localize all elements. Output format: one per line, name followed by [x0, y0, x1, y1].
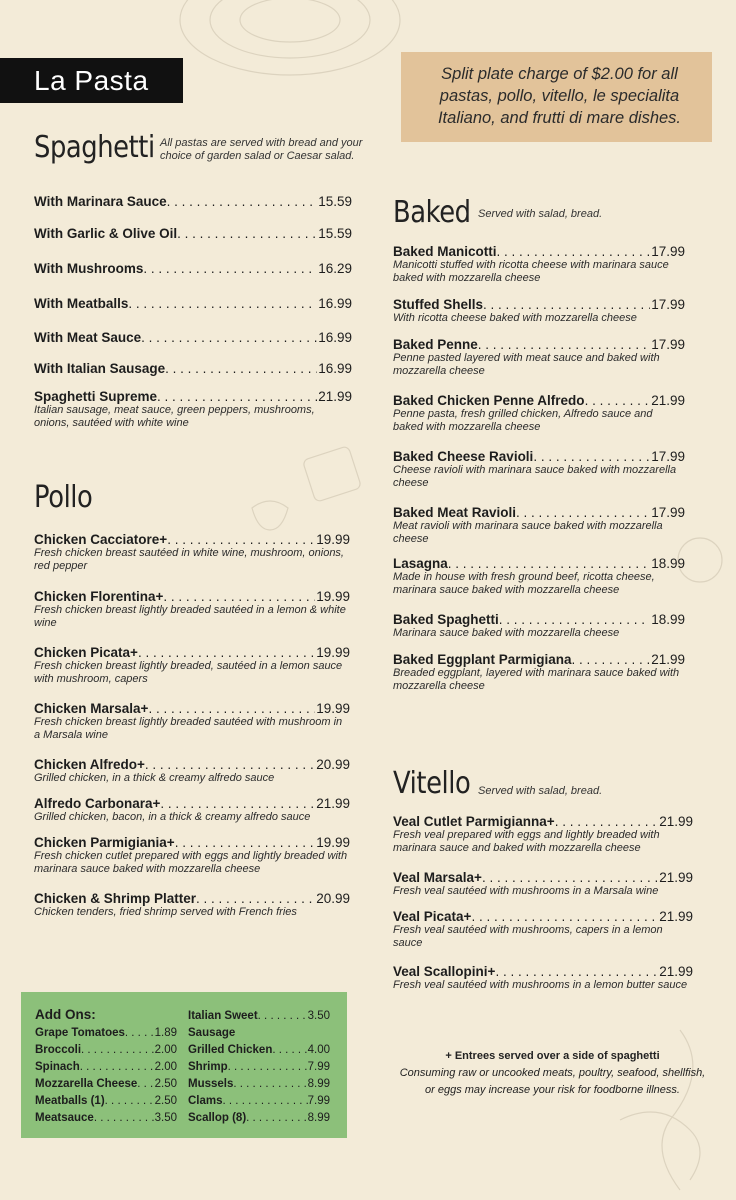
- add-on-price: 3.50: [307, 1010, 330, 1022]
- add-on-item: [35, 1093, 177, 1110]
- menu-item-name: Chicken Picata+: [34, 645, 138, 660]
- add-on-price: 3.50: [154, 1112, 177, 1124]
- dot-leader: [495, 964, 658, 979]
- menu-item-description: Made in house with fresh ground beef, ricotta cheese, marinara sauce baked with mozzarella cheese: [393, 571, 655, 596]
- add-on-name: Spinach: [35, 1061, 80, 1073]
- add-on-name: Broccoli: [35, 1044, 82, 1056]
- menu-item-name: Stuffed Shells: [393, 297, 484, 312]
- add-ons-right-column: [188, 1008, 330, 1127]
- dot-leader: [163, 589, 315, 604]
- add-on-name: Shrimp: [188, 1061, 228, 1073]
- add-on-price: 2.00: [154, 1061, 177, 1073]
- add-on-item: [188, 1076, 330, 1093]
- menu-item: [393, 964, 693, 992]
- menu-item-name: Baked Cheese Ravioli: [393, 449, 534, 464]
- menu-item-price: 21.99: [659, 870, 693, 885]
- dot-leader: [148, 701, 315, 716]
- menu-item-price: 21.99: [651, 652, 685, 667]
- dot-leader: [125, 1025, 155, 1042]
- menu-item-price: 16.99: [318, 296, 352, 311]
- menu-item-name: Chicken & Shrimp Platter: [34, 891, 197, 906]
- menu-item: [34, 361, 352, 376]
- menu-item-name: With Italian Sausage: [34, 361, 166, 376]
- add-on-item: [35, 1059, 177, 1076]
- menu-item-description: Italian sausage, meat sauce, green peppers, mushrooms, onions, sautéed with white wine: [34, 404, 315, 429]
- add-on-item: [188, 1110, 330, 1127]
- menu-item-price: 19.99: [316, 532, 350, 547]
- menu-item-name: With Mushrooms: [34, 261, 144, 276]
- add-on-item: [35, 1042, 177, 1059]
- menu-item-price: 17.99: [651, 337, 685, 352]
- page-title: La Pasta: [0, 58, 183, 103]
- menu-item: [34, 261, 352, 276]
- menu-item-description: With ricotta cheese baked with mozzarella cheese: [393, 312, 637, 324]
- dot-leader: [533, 449, 650, 464]
- menu-item-description: Grilled chicken, in a thick & creamy alfredo sauce: [34, 772, 275, 784]
- menu-item-name: Baked Chicken Penne Alfredo: [393, 393, 585, 408]
- dot-leader: [128, 296, 317, 311]
- menu-item-description: Manicotti stuffed with ricotta cheese with marinara sauce baked with mozzarella cheese: [393, 259, 669, 284]
- add-on-name: Grape Tomatoes: [35, 1027, 125, 1039]
- spaghetti-heading: Spaghetti: [34, 130, 155, 165]
- menu-item-line: [34, 757, 350, 772]
- add-on-name: Meatsauce: [35, 1112, 94, 1124]
- menu-item: [34, 330, 352, 345]
- menu-item: [393, 393, 685, 434]
- menu-item-price: 20.99: [316, 891, 350, 906]
- add-on-name: Grilled Chicken: [188, 1044, 273, 1056]
- menu-item-name: Veal Marsala+: [393, 870, 482, 885]
- dot-leader: [167, 194, 318, 209]
- menu-item-name: Veal Cutlet Parmigianna+: [393, 814, 555, 829]
- menu-item-description: Fresh veal prepared with eggs and lightly breaded with marinara sauce and baked with mozzarella cheese: [393, 829, 660, 854]
- menu-item: [393, 337, 685, 378]
- add-on-price: 7.99: [307, 1061, 330, 1073]
- menu-item-name: Chicken Marsala+: [34, 701, 149, 716]
- add-on-price: 8.99: [307, 1112, 330, 1124]
- menu-item-price: 21.99: [651, 393, 685, 408]
- pollo-heading: Pollo: [34, 480, 93, 515]
- consumer-advisory: Consuming raw or uncooked meats, poultry, seafood, shellfish, or eggs may increase your risk for foodborne illness.: [399, 1067, 706, 1096]
- menu-item-description: Marinara sauce baked with mozzarella cheese: [393, 627, 620, 639]
- add-ons-heading: Add Ons:: [35, 1007, 96, 1022]
- menu-item-price: 19.99: [316, 701, 350, 716]
- add-on-price: 2.00: [154, 1044, 177, 1056]
- menu-item: [393, 814, 693, 855]
- menu-item-line: [34, 532, 350, 547]
- baked-note: Served with salad, bread.: [478, 208, 603, 220]
- menu-item-description: Fresh veal sautéed with mushrooms in a Marsala wine: [393, 885, 659, 897]
- baked-heading: Baked: [393, 195, 471, 230]
- dot-leader: [160, 796, 315, 811]
- menu-item-description: Fresh chicken breast lightly breaded, sautéed in a lemon sauce with mushroom, capers: [34, 660, 343, 685]
- split-plate-note: Split plate charge of $2.00 for all pastas, pollo, vitello, le specialita Italiano, and frutti di mare dishes.: [401, 52, 712, 142]
- menu-item-line: [34, 261, 352, 276]
- menu-item-name: Baked Penne: [393, 337, 478, 352]
- menu-item-description: Penne pasta, fresh grilled chicken, Alfredo sauce and baked with mozzarella cheese: [393, 408, 653, 433]
- dot-leader: [448, 556, 650, 571]
- menu-item-line: [393, 612, 685, 627]
- add-on-item: [188, 1042, 330, 1059]
- menu-item-price: 21.99: [318, 389, 352, 404]
- menu-item: [34, 701, 350, 742]
- menu-item-line: [34, 891, 350, 906]
- menu-item-name: Chicken Parmigiania+: [34, 835, 175, 850]
- menu-item-price: 17.99: [651, 449, 685, 464]
- menu-item: [393, 244, 685, 285]
- menu-item-price: 18.99: [651, 556, 685, 571]
- add-on-item: [188, 1008, 330, 1025]
- menu-item-price: 17.99: [651, 505, 685, 520]
- menu-item-price: 21.99: [316, 796, 350, 811]
- add-on-name: Scallop (8): [188, 1112, 247, 1124]
- dot-leader: [572, 652, 651, 667]
- menu-item-price: 16.29: [318, 261, 352, 276]
- dot-leader: [141, 330, 317, 345]
- menu-item-name: Baked Meat Ravioli: [393, 505, 517, 520]
- dot-leader: [105, 1093, 155, 1110]
- dot-leader: [177, 226, 317, 241]
- dot-leader: [555, 814, 659, 829]
- add-on-name: Mussels: [188, 1078, 234, 1090]
- dot-leader: [137, 1076, 154, 1093]
- menu-item-name: Baked Eggplant Parmigiana: [393, 652, 572, 667]
- add-on-item: [188, 1059, 330, 1076]
- menu-item-description: Fresh veal sautéed with mushrooms in a lemon butter sauce: [393, 979, 688, 991]
- add-on-name: Sausage: [188, 1027, 236, 1039]
- menu-item: [393, 870, 693, 898]
- menu-item-price: 21.99: [659, 964, 693, 979]
- add-on-price: 8.99: [307, 1078, 330, 1090]
- menu-item-description: Grilled chicken, bacon, in a thick & creamy alfredo sauce: [34, 811, 311, 823]
- menu-item: [393, 449, 685, 490]
- menu-item-line: [393, 909, 693, 924]
- menu-item-description: Cheese ravioli with marinara sauce baked with mozzarella cheese: [393, 464, 677, 489]
- add-on-item: [188, 1093, 330, 1110]
- menu-item-line: [34, 589, 350, 604]
- menu-item: [34, 194, 352, 209]
- add-on-name: Clams: [188, 1095, 223, 1107]
- menu-item-line: [34, 389, 352, 404]
- menu-item-name: With Garlic & Olive Oil: [34, 226, 178, 241]
- menu-item: [34, 389, 352, 430]
- add-ons-left-column: [35, 1025, 177, 1127]
- menu-item-name: Alfredo Carbonara+: [34, 796, 161, 811]
- dot-leader: [165, 361, 317, 376]
- menu-item-name: With Meatballs: [34, 296, 129, 311]
- dot-leader: [585, 393, 651, 408]
- menu-item: [34, 532, 350, 573]
- menu-item-line: [393, 449, 685, 464]
- dot-leader: [233, 1076, 307, 1093]
- menu-item-description: Fresh chicken cutlet prepared with eggs and lightly breaded with marinara sauce baked with mozzarella cheese: [34, 850, 348, 875]
- menu-item-description: Penne pasted layered with meat sauce and baked with mozzarella cheese: [393, 352, 660, 377]
- menu-item-line: [393, 814, 693, 829]
- dot-leader: [138, 645, 315, 660]
- menu-item-description: Fresh chicken breast lightly breaded sautéed with mushroom in a Marsala wine: [34, 716, 343, 741]
- menu-item-price: 19.99: [316, 589, 350, 604]
- vitello-heading: Vitello: [393, 766, 471, 801]
- menu-item: [34, 796, 350, 824]
- menu-item-price: 15.59: [318, 226, 352, 241]
- menu-item: [393, 505, 685, 546]
- add-on-name: Italian Sweet: [188, 1010, 258, 1022]
- dot-leader: [516, 505, 650, 520]
- menu-item-description: Meat ravioli with marinara sauce baked with mozzarella cheese: [393, 520, 663, 545]
- add-on-item: [188, 1025, 330, 1042]
- dot-leader: [482, 870, 658, 885]
- dot-leader: [81, 1042, 155, 1059]
- menu-item-price: 19.99: [316, 835, 350, 850]
- add-on-name: Meatballs (1): [35, 1095, 105, 1107]
- menu-item-line: [34, 701, 350, 716]
- dot-leader: [246, 1110, 307, 1127]
- menu-item-name: Veal Picata+: [393, 909, 472, 924]
- spaghetti-side-note: + Entrees served over a side of spaghetti: [445, 1050, 660, 1062]
- dot-leader: [94, 1110, 155, 1127]
- menu-item-price: 20.99: [316, 757, 350, 772]
- menu-item-line: [393, 505, 685, 520]
- menu-item: [34, 226, 352, 241]
- menu-item: [34, 835, 350, 876]
- menu-item-description: Fresh chicken breast lightly breaded sautéed in a lemon & white wine: [34, 604, 346, 629]
- menu-item-price: 17.99: [651, 297, 685, 312]
- menu-item-name: With Meat Sauce: [34, 330, 142, 345]
- dot-leader: [196, 891, 315, 906]
- menu-item-price: 16.99: [318, 330, 352, 345]
- menu-item: [393, 556, 685, 597]
- menu-item-name: Lasagna: [393, 556, 448, 571]
- menu-item: [393, 297, 685, 325]
- add-on-item: [35, 1110, 177, 1127]
- menu-item-line: [393, 244, 685, 259]
- menu-item-line: [34, 226, 352, 241]
- menu-item-name: Veal Scallopini+: [393, 964, 496, 979]
- menu-item-line: [34, 194, 352, 209]
- dot-leader: [143, 261, 317, 276]
- menu-item-name: Chicken Florentina+: [34, 589, 164, 604]
- menu-item: [34, 757, 350, 785]
- dot-leader: [471, 909, 658, 924]
- menu-item: [34, 296, 352, 311]
- dot-leader: [228, 1059, 308, 1076]
- menu-item-price: 15.59: [318, 194, 352, 209]
- dot-leader: [478, 337, 650, 352]
- menu-item-line: [34, 796, 350, 811]
- dot-leader: [258, 1008, 308, 1025]
- menu-item-line: [393, 556, 685, 571]
- menu-item-price: 21.99: [659, 814, 693, 829]
- footer-notes: [395, 1048, 710, 1099]
- menu-item-price: 18.99: [651, 612, 685, 627]
- menu-item-description: Fresh veal sautéed with mushrooms, capers in a lemon sauce: [393, 924, 663, 949]
- menu-item-line: [393, 337, 685, 352]
- add-on-item: [35, 1025, 177, 1042]
- menu-item-line: [393, 297, 685, 312]
- add-on-price: 1.89: [154, 1027, 177, 1039]
- menu-item-name: With Marinara Sauce: [34, 194, 167, 209]
- menu-item: [34, 589, 350, 630]
- dot-leader: [157, 389, 317, 404]
- menu-item-line: [34, 330, 352, 345]
- menu-item: [393, 909, 693, 950]
- menu-item-price: 16.99: [318, 361, 352, 376]
- menu-item-price: 21.99: [659, 909, 693, 924]
- menu-item: [393, 612, 685, 640]
- menu-item-price: 17.99: [651, 244, 685, 259]
- dot-leader: [497, 244, 651, 259]
- menu-item-name: Baked Manicotti: [393, 244, 497, 259]
- dot-leader: [483, 297, 650, 312]
- menu-item-description: Fresh chicken breast sautéed in white wine, mushroom, onions, red pepper: [34, 547, 344, 572]
- menu-item-name: Chicken Alfredo+: [34, 757, 145, 772]
- spaghetti-note: All pastas are served with bread and your choice of garden salad or Caesar salad.: [160, 137, 363, 162]
- dot-leader: [175, 835, 316, 850]
- menu-item-line: [393, 393, 685, 408]
- dot-leader: [167, 532, 315, 547]
- add-on-price: 2.50: [154, 1078, 177, 1090]
- menu-item-line: [34, 835, 350, 850]
- menu-item-name: Spaghetti Supreme: [34, 389, 158, 404]
- dot-leader: [145, 757, 315, 772]
- menu-item: [34, 891, 350, 919]
- add-on-price: 4.00: [307, 1044, 330, 1056]
- menu-item-name: Baked Spaghetti: [393, 612, 499, 627]
- menu-item-description: Chicken tenders, fried shrimp served with French fries: [34, 906, 297, 918]
- add-on-name: Mozzarella Cheese: [35, 1078, 138, 1090]
- menu-item: [393, 652, 685, 693]
- dot-leader: [499, 612, 650, 627]
- menu-item-line: [34, 361, 352, 376]
- dot-leader: [80, 1059, 155, 1076]
- menu-item-line: [393, 652, 685, 667]
- vitello-note: Served with salad, bread.: [478, 785, 603, 797]
- add-on-item: [35, 1076, 177, 1093]
- dot-leader: [272, 1042, 307, 1059]
- menu-item-line: [393, 964, 693, 979]
- add-on-price: 7.99: [307, 1095, 330, 1107]
- add-on-price: 2.50: [154, 1095, 177, 1107]
- menu-item-name: Chicken Cacciatore+: [34, 532, 168, 547]
- menu-item-price: 19.99: [316, 645, 350, 660]
- menu-item-description: Breaded eggplant, layered with marinara sauce baked with mozzarella cheese: [393, 667, 680, 692]
- menu-item-line: [393, 870, 693, 885]
- menu-item-line: [34, 645, 350, 660]
- menu-item-line: [34, 296, 352, 311]
- add-ons-box: [21, 992, 347, 1138]
- menu-item: [34, 645, 350, 686]
- dot-leader: [223, 1093, 308, 1110]
